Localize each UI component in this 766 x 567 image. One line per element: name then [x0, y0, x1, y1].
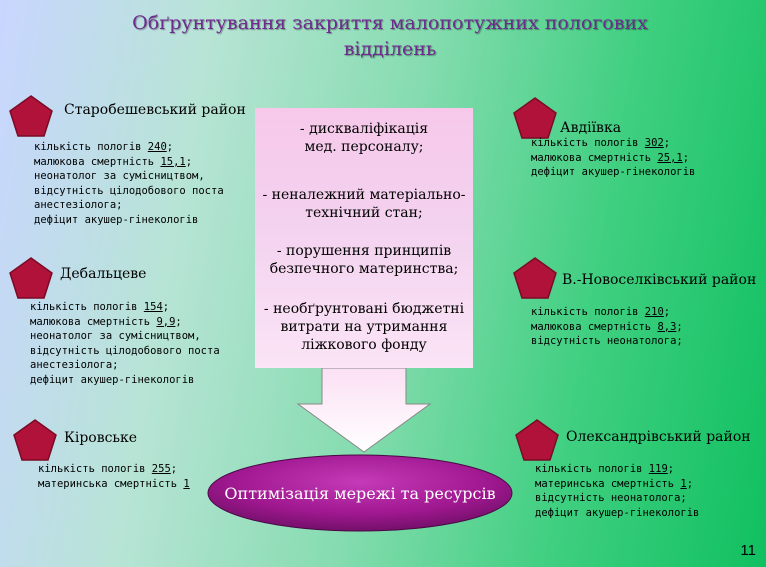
stat-label: відсутність неонатолога;	[535, 492, 687, 504]
region-name-oleksandrivskyi: Олександрівський район	[566, 429, 751, 445]
title-line-1: Обґрунтування закриття малопотужних пологових	[132, 12, 648, 34]
stat-label: кількість пологів	[38, 463, 152, 475]
stat-punct: ;	[162, 301, 170, 313]
stat-label: анестезіолога;	[30, 359, 119, 371]
stat-punct: ;	[663, 306, 671, 318]
page-number: 11	[740, 542, 756, 559]
stat-punct: ;	[185, 155, 193, 168]
problem-item-3-line: - порушення принципів	[276, 243, 452, 259]
stat-value: 1	[183, 477, 190, 490]
stat-label: кількість пологів	[34, 141, 148, 153]
stat-label: кількість пологів	[30, 301, 144, 313]
stat-label: материнська смертність	[38, 477, 184, 490]
stat-label: дефіцит акушер-гінекологів	[535, 506, 700, 519]
stat-value: 8,3	[657, 320, 677, 333]
stat-label: кількість пологів	[531, 306, 645, 318]
stat-punct: ;	[175, 315, 182, 328]
stat-label: материнська смертність	[535, 477, 681, 490]
title-line-2: відділень	[343, 38, 437, 60]
stat-label: відсутність цілодобового поста	[34, 184, 224, 197]
problem-item-2-line: - неналежний матеріально-	[262, 187, 466, 203]
stat-value: 119	[648, 463, 668, 475]
region-name-kirovske: Кіровське	[64, 430, 138, 446]
stat-value: 154	[143, 301, 163, 313]
stat-punct: ;	[667, 463, 675, 475]
stat-label: відсутність неонатолога;	[531, 335, 683, 347]
problem-item-1-line: - дискваліфікація	[299, 121, 429, 137]
stat-label: кількість пологів	[535, 463, 649, 475]
stat-punct: ;	[663, 137, 671, 149]
stat-value: 210	[644, 306, 664, 318]
stat-punct: ;	[686, 477, 694, 490]
stat-punct: ;	[676, 320, 683, 333]
stat-label: малюкова смертність	[531, 151, 658, 164]
stat-label: дефіцит акушер-гінекологів	[30, 373, 195, 386]
stat-value: 9,9	[156, 315, 176, 328]
stat-value: 255	[151, 463, 171, 475]
stat-label: неонатолог за сумісництвом,	[34, 170, 205, 182]
stat-punct: ;	[682, 151, 690, 164]
problem-item-4-line: ліжкового фонду	[301, 337, 427, 353]
problem-item-4-line: витрати на утримання	[280, 319, 448, 335]
stat-punct: ;	[170, 463, 178, 475]
stat-label: малюкова смертність	[34, 155, 161, 168]
stat-value: 1	[680, 477, 687, 490]
problem-item-2-line: технічний стан;	[305, 205, 423, 221]
stat-value: 15,1	[160, 155, 186, 168]
stat-value: 25,1	[657, 151, 683, 164]
stat-label: малюкова смертність	[531, 320, 658, 333]
region-name-novoselkivskyi: В.-Новоселківський район	[562, 272, 757, 288]
stat-label: анестезіолога;	[34, 199, 123, 211]
stat-label: дефіцит акушер-гінекологів	[34, 213, 199, 226]
stat-label: кількість пологів	[531, 137, 645, 149]
stat-label: дефіцит акушер-гінекологів	[531, 166, 696, 178]
stat-value: 240	[147, 141, 167, 153]
region-name-starobesheve: Старобешевський район	[64, 102, 246, 118]
problem-item-4-line: - необґрунтовані бюджетні	[263, 301, 465, 317]
region-name-debaltseve: Дебальцеве	[60, 266, 147, 282]
stat-label: неонатолог за сумісництвом,	[30, 330, 201, 342]
stat-label: відсутність цілодобового поста	[30, 344, 220, 357]
problem-item-1-line: мед. персоналу;	[304, 139, 424, 155]
region-name-avdiivka: Авдіївка	[560, 120, 622, 136]
stat-value: 302	[644, 137, 664, 149]
stat-punct: ;	[166, 141, 174, 153]
problem-item-3-line: безпечного материнства;	[269, 261, 459, 277]
result-label: Оптимізація мережі та ресурсів	[224, 483, 496, 503]
stat-label: малюкова смертність	[30, 315, 157, 328]
